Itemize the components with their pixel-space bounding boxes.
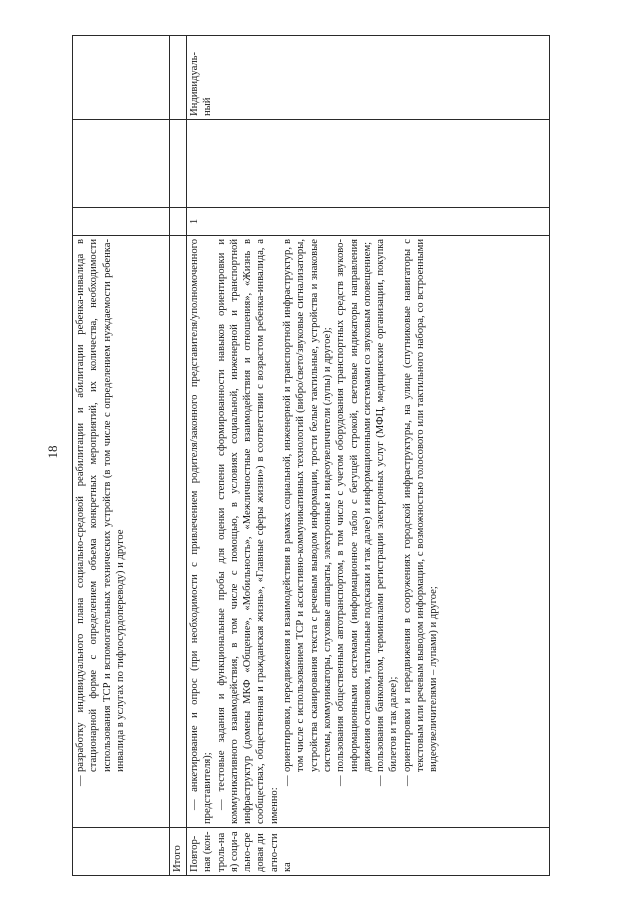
count-cell: 1: [187, 208, 550, 236]
dash-mark: —: [215, 799, 227, 810]
table-row-diagnostics: [187, 36, 550, 876]
sub-item-text: пользования банкоматом, терминалами регистрации электронных услуг (МФЦ, медицинские организации, покупка билетов и так далее);: [375, 239, 400, 772]
sub-list-item: [334, 239, 374, 786]
sub-item-text: ориентировки, передвижения и взаимодействия в рамках социальной, инженерной и транспортной инфраструктур, в том числе с использованием ТСР и ассистивно-коммуникативных технологий (вибро/свето/звуковые сигнализаторы, устройства сканирования текста с речевым выводом информации, трости белые тактильные, устройства и знаковые системы, коммуникаторы, слуховые аппараты, электронные и видеоувеличители (лупы) и другое);: [282, 239, 333, 772]
itogo-label: Итого: [170, 828, 187, 876]
dash-mark: —: [75, 775, 86, 786]
sub-list-item: [374, 239, 401, 786]
table-cell-plan: [73, 236, 170, 828]
dash-mark: —: [189, 799, 200, 810]
item-text: тестовые задания и функциональные пробы для оценки степени сформированности навыков ориентировки и коммуникативного взаимодействия, в том числе с помощью, в условиях социальной, инженерной и транспортной инфраструктур (домены МКФ «Общение», «Мобильность», «Межличностные взаимодействия и отношения», «Жизнь в сообществах, общественная и гражданская жизнь», «Главные сферы жизни») в соответствии с возрастом ребенка-инвалида, а именно:: [215, 238, 280, 824]
table-cell: [170, 208, 187, 236]
table-cell: [170, 236, 187, 828]
table-cell: [170, 120, 187, 208]
item-text: анкетирование и опрос (при необходимости с привлечением родителя/законного представителя/уполномоченного представителя);: [189, 239, 214, 824]
form-cell: Индивидуаль-ный: [187, 36, 550, 120]
list-item: [215, 239, 281, 824]
sub-list-item: [281, 239, 334, 786]
dash-mark: —: [375, 775, 387, 786]
table-cell: [73, 36, 170, 120]
plan-text: разработку индивидуального плана социально-средовой реабилитации и абилитации ребенка-инвалида в стационарной форме с определением объема конкретных мероприятий, их количества, необходимости использования ТСР и вспомогательных технических устройств (в том числе с определением нуждаемости ребенка-инвалида в услугах по тифлосурдопереводу) и другое: [75, 239, 126, 772]
table-cell: [73, 208, 170, 236]
sub-list-item: [401, 239, 441, 786]
table-row: [73, 36, 170, 876]
table-row-itogo: [170, 36, 187, 876]
table-cell: [170, 36, 187, 120]
program-table: [72, 35, 550, 876]
table-cell: [73, 828, 170, 876]
table-cell: [73, 120, 170, 208]
dash-mark: —: [335, 775, 347, 786]
list-item: [188, 239, 215, 824]
dash-mark: —: [401, 775, 413, 786]
table-cell-content: [187, 236, 550, 828]
sub-item-text: ориентировки и передвижения в сооружениях городской инфраструктуры, на улице (спутниковые навигаторы с текстовым или речевым выводом информации, с возможностью голосового или тактильного набора, со встроенными видеоувеличителями – лупами) и другое;: [401, 239, 440, 772]
sub-item-text: пользования общественным автотранспортом, в том числе с учетом оборудования транспортных средств звуково-информационными системами (информационное табло с бегущей строкой, световые индикаторы направления движения остановки, тактильные подсказки и так далее) и информационными системами со звуковым оповещением;: [335, 239, 373, 772]
dash-mark: —: [282, 775, 294, 786]
page-number: 18: [45, 445, 60, 459]
table-cell: [187, 120, 550, 208]
diagnostics-name: Повтор-ная (кон-троль-ная) соци-ально-средовая диагно-стика: [187, 828, 550, 876]
rotated-document-table: [72, 36, 550, 876]
